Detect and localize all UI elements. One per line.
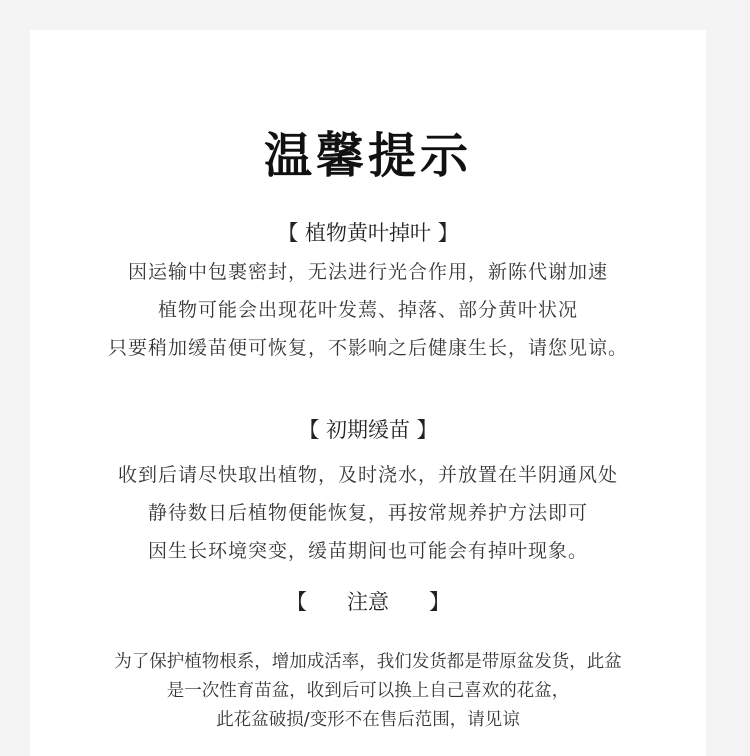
body-line: 植物可能会出现花叶发蔫、掉落、部分黄叶状况 <box>157 299 578 321</box>
body-line: 收到后请尽快取出植物，及时浇水，并放置在半阴通风处 <box>117 464 618 486</box>
body-line: 因生长环境突变，缓苗期间也可能会有掉叶现象。 <box>147 540 588 562</box>
section-heading-yellow-leaves: 【 植物黄叶掉叶 】 <box>277 221 459 245</box>
section-heading-note: 【 注意 】 <box>285 590 451 614</box>
body-line: 此花盆破损/变形不在售后范围，请见谅 <box>216 710 520 730</box>
page-title: 温馨提示 <box>263 128 472 184</box>
body-line: 是一次性育苗盆，收到后可以换上自己喜欢的花盆， <box>166 681 570 701</box>
body-line: 只要稍加缓苗便可恢复，不影响之后健康生长，请您见谅。 <box>107 337 628 359</box>
section-heading-recovery: 【 初期缓苗 】 <box>298 418 438 442</box>
body-line: 静待数日后植物便能恢复，再按常规养护方法即可 <box>147 502 588 524</box>
body-line: 为了保护植物根系，增加成活率，我们发货都是带原盆发货，此盆 <box>114 652 622 672</box>
section-body-yellow-leaves <box>30 253 706 367</box>
body-line: 因运输中包裹密封，无法进行光合作用，新陈代谢加速 <box>127 261 608 283</box>
section-body-note <box>30 648 706 735</box>
section-body-recovery <box>30 456 706 570</box>
notice-card <box>30 30 706 756</box>
